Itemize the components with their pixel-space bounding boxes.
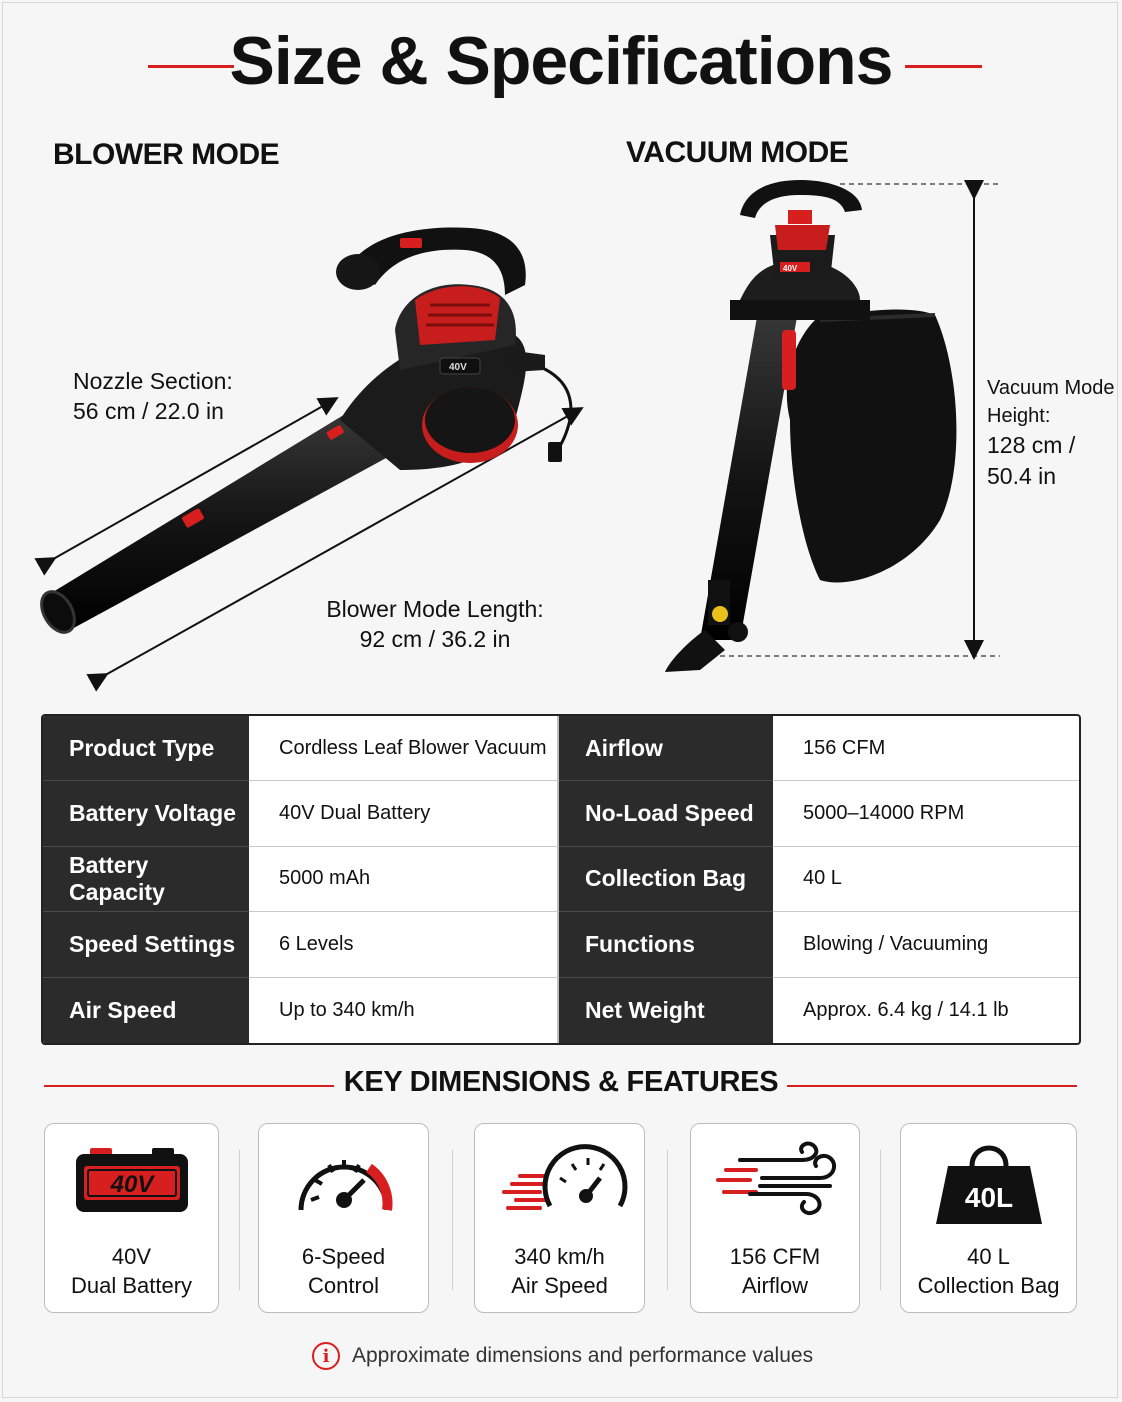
kd-rule-right <box>787 1085 1077 1087</box>
height-label-line1: Vacuum Mode <box>987 377 1115 399</box>
spec-value: Cordless Leaf Blower Vacuum <box>249 716 559 781</box>
spec-value: 6 Levels <box>249 912 559 977</box>
spec-key: Collection Bag <box>559 847 773 912</box>
airflow-icon <box>710 1138 840 1220</box>
card-divider <box>880 1150 881 1290</box>
blower-badge: 40V <box>449 362 467 373</box>
bag-icon-text: 40L <box>964 1182 1013 1213</box>
card-label <box>45 1242 218 1300</box>
spec-value: Blowing / Vacuuming <box>773 912 1079 977</box>
vacuum-badge: 40V <box>783 264 798 273</box>
height-label-line3: 128 cm / <box>987 432 1076 458</box>
feature-card-battery <box>44 1123 219 1313</box>
speed-gauge-icon <box>289 1138 399 1220</box>
spec-key: Airflow <box>559 716 773 781</box>
card-divider <box>452 1150 453 1290</box>
spec-value: 156 CFM <box>773 716 1079 781</box>
card-label-line1: 40V <box>111 1244 152 1269</box>
card-divider <box>239 1150 240 1290</box>
vacuum-mode-title: VACUUM MODE <box>626 136 849 169</box>
blower-mode-title: BLOWER MODE <box>53 138 280 171</box>
card-label-line2: Air Speed <box>511 1273 608 1298</box>
length-label-line2: 92 cm / 36.2 in <box>359 626 511 652</box>
spec-key: Product Type <box>43 716 249 781</box>
card-label-line2: Control <box>308 1273 379 1298</box>
air-speed-icon <box>490 1138 630 1220</box>
spec-value: Up to 340 km/h <box>249 978 559 1043</box>
feature-card-bag <box>900 1123 1077 1313</box>
spec-value: 5000 mAh <box>249 847 559 912</box>
spec-value: 5000–14000 RPM <box>773 781 1079 846</box>
spec-key: Battery Voltage <box>43 781 249 846</box>
card-label <box>475 1242 644 1300</box>
vacuum-illustration <box>665 180 956 672</box>
feature-card-speed <box>258 1123 429 1313</box>
collection-bag-icon <box>934 1136 1044 1228</box>
spec-key: Speed Settings <box>43 912 249 977</box>
nozzle-section-label <box>73 366 233 426</box>
feature-card-airflow <box>690 1123 860 1313</box>
footnote <box>312 1342 813 1370</box>
key-dimensions-title: KEY DIMENSIONS & FEATURES <box>343 1066 779 1098</box>
card-label-line2: Dual Battery <box>70 1273 193 1298</box>
spec-value: 40 L <box>773 847 1079 912</box>
info-icon: i <box>312 1342 340 1370</box>
card-label-line1: 340 km/h <box>514 1244 605 1269</box>
spec-key: No-Load Speed <box>559 781 773 846</box>
card-label <box>691 1242 859 1300</box>
blower-length-label <box>300 594 570 654</box>
footnote-text: Approximate dimensions and performance values <box>352 1344 814 1367</box>
card-label <box>259 1242 428 1300</box>
card-label-line1: 156 CFM <box>729 1244 821 1269</box>
feature-card-air-speed <box>474 1123 645 1313</box>
spec-key: Air Speed <box>43 978 249 1043</box>
height-label-line2: Height: <box>987 405 1051 427</box>
spec-key: Functions <box>559 912 773 977</box>
blower-illustration <box>35 227 571 638</box>
battery-icon-text: 40V <box>110 1171 153 1198</box>
spec-key: Net Weight <box>559 978 773 1043</box>
card-label-line1: 6-Speed <box>301 1244 386 1269</box>
spec-key: Battery Capacity <box>43 847 249 912</box>
vacuum-height-label <box>987 374 1114 492</box>
card-label <box>901 1242 1076 1300</box>
battery-icon <box>72 1138 192 1218</box>
spec-table <box>41 714 1081 1045</box>
spec-value: Approx. 6.4 kg / 14.1 lb <box>803 998 1009 1021</box>
page-title: Size & Specifications <box>229 23 893 99</box>
card-divider <box>667 1150 668 1290</box>
card-label-line2: Collection Bag <box>917 1273 1060 1298</box>
card-label-line2: Airflow <box>741 1273 808 1298</box>
length-label-line1: Blower Mode Length: <box>326 596 544 622</box>
card-label-line1: 40 L <box>967 1244 1010 1269</box>
spec-value: 40V Dual Battery <box>249 781 559 846</box>
nozzle-label-line2: 56 cm / 22.0 in <box>73 398 224 424</box>
height-label-line4: 50.4 in <box>987 463 1057 489</box>
nozzle-label-line1: Nozzle Section: <box>73 368 233 394</box>
